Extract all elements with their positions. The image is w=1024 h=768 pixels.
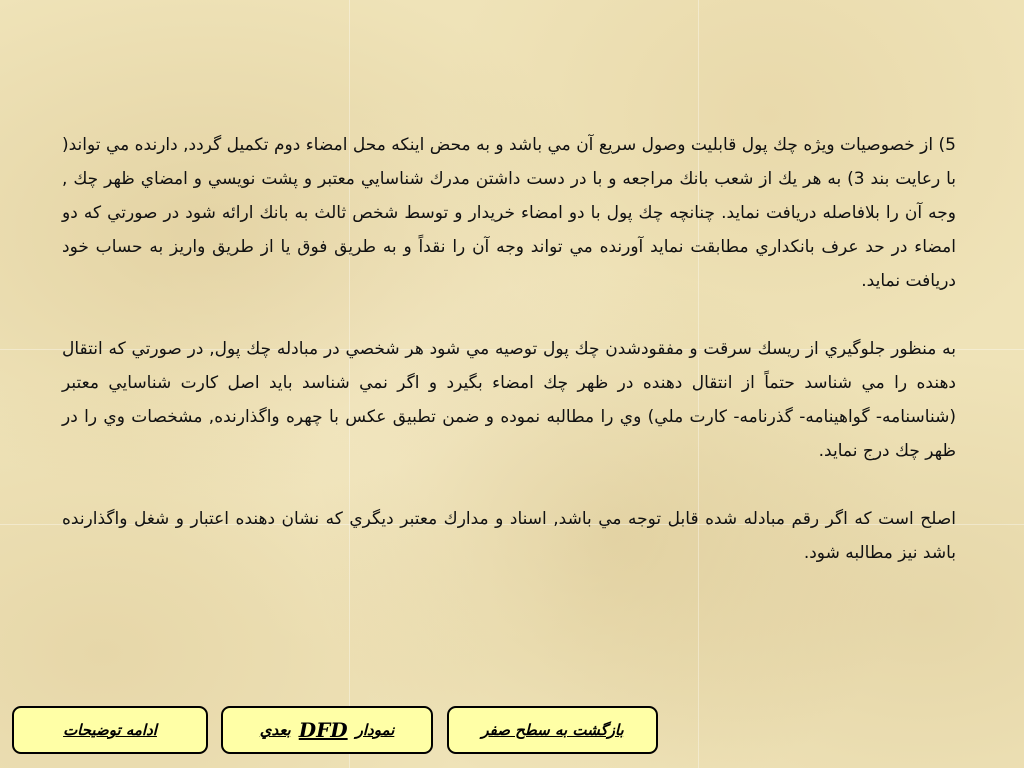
- next-dfd-prefix-label: نمودار: [355, 721, 395, 739]
- paragraph-theft-prevention: به منظور جلوگيري از ريسك سرقت و مفقودشدن چك پول توصيه مي شود هر شخصي در مبادله چك پول, در صورتي كه انتقال دهنده را مي شناسد حتماً از انتقال دهنده در ظهر چك امضاء بگيرد و اگر نمي شناسد بايد اصل كارت شناسايي معتبر (شناسنامه- گواهينامه- گذرنامه- كارت ملي) وي را مطالبه نموده و ضمن تطبيق عكس با چهره واگذارنده, مشخصات وي را در ظهر چك درج نمايد.: [62, 339, 956, 461]
- next-dfd-diagram-button[interactable]: [221, 706, 433, 754]
- next-dfd-suffix-label: بعدي: [259, 721, 291, 739]
- paragraph-extra-documents: اصلح است كه اگر رقم مبادله شده قابل توجه مي باشد, اسناد و مدارك معتبر ديگري كه نشان دهنده اعتبار و شغل واگذارنده باشد نيز مطالبه شود.: [62, 509, 956, 563]
- back-to-level-zero-label: بازگشت به سطح صفر: [481, 721, 624, 739]
- continue-explanations-label: ادامه توضيحات: [63, 721, 157, 739]
- next-dfd-tag-label: DFD: [298, 718, 348, 742]
- paragraph-check-collection: 5) از خصوصيات ويژه چك پول قابليت وصول سريع آن مي باشد و به محض اينكه محل امضاء دوم تكميل گردد, دارنده مي تواند( با رعايت بند 3) به هر يك از شعب بانك مراجعه و با در دست داشتن مدرك شناسايي معتبر و پشت نويسي و امضاي ظهر چك , وجه آن را بلافاصله دريافت نمايد. چنانچه چك پول با دو امضاء خريدار و توسط شخص ثالث به بانك ارائه شود در صورتي كه دو امضاء در حد عرف بانكداري مطابقت نمايد آورنده مي تواند وجه آن را نقداً و به طريق فوق يا از طريق واريز به حساب خود دريافت نمايد.: [62, 135, 956, 291]
- continue-explanations-button[interactable]: [12, 706, 208, 754]
- back-to-level-zero-button[interactable]: [447, 706, 658, 754]
- slide-text-body: [62, 128, 956, 604]
